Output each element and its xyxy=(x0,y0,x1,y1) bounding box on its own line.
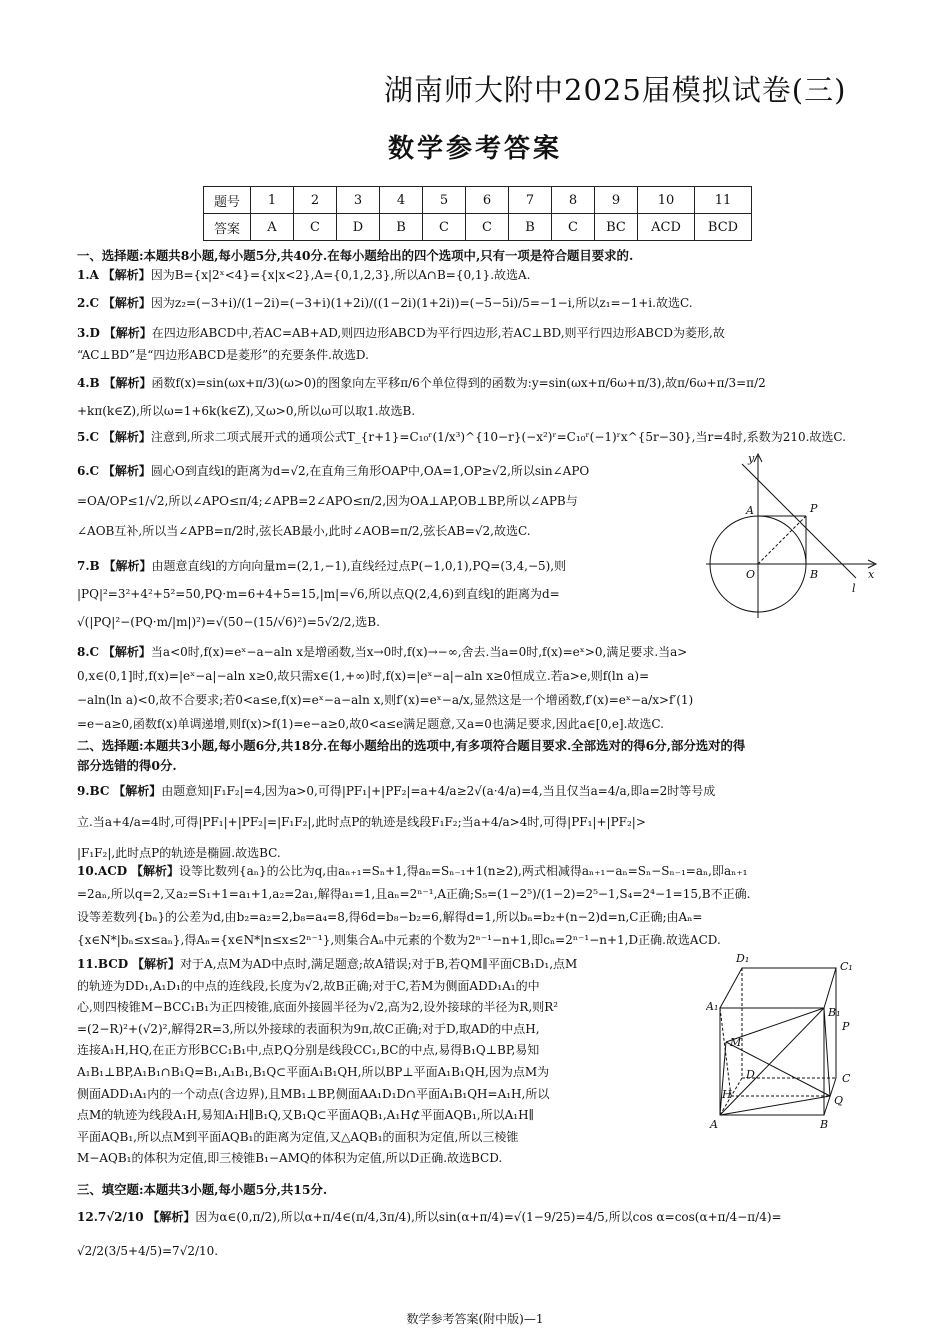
analysis-tag: 【解析】 xyxy=(102,645,151,659)
table-cell: C xyxy=(466,214,509,241)
table-cell: A xyxy=(251,214,294,241)
question-2 xyxy=(77,292,693,314)
answer-line: 侧面ADD₁A₁内的一个动点(含边界),且MB₁⊥BP,侧面AA₁D₁D∩平面A₁B₁QH=A₁H,所以 xyxy=(77,1086,550,1101)
analysis-tag: 【解析】 xyxy=(102,464,151,478)
page-footer: 数学参考答案(附中版)—1 xyxy=(406,1312,544,1326)
analysis-tag: 【解析】 xyxy=(147,1210,196,1224)
section-heading-2: 二、选择题:本题共3小题,每小题6分,共18分.在每小题给出的选项中,有多项符合题目要求.全部选对的得6分,部分选对的得 xyxy=(77,738,746,753)
answer-line: +kπ(k∈Z),所以ω=1+6k(k∈Z),又ω>0,所以ω可以取1.故选B. xyxy=(77,404,416,418)
answer-line: =e−a≥0,函数f(x)单调递增,则f(x)>f(1)=e−a≥0,故0<a≤e满足题意,又a=0也满足要求,因此a∈[0,e].故选C. xyxy=(77,717,665,731)
label-A1: A₁ xyxy=(706,1000,719,1013)
question-5 xyxy=(77,426,846,448)
answer-line: “AC⊥BD”是“四边形ABCD是菱形”的充要条件.故选D. xyxy=(77,348,369,362)
label-A: A xyxy=(710,1118,718,1130)
answer-line: 0,x∈(0,1]时,f(x)=|eˣ−a|−aln x≥0,故只需x∈(1,+∞)时,f(x)=|eˣ−a|−aln x≥0恒成立.若a>e,则f(ln a)= xyxy=(77,669,650,683)
table-cell: 6 xyxy=(466,187,509,214)
answer-line: 因为z₂=(−3+i)/(1−2i)=(−3+i)(1+2i)/((1−2i)(1+2i))=(−5−5i)/5=−1−i,所以z₁=−1+i.故选C. xyxy=(150,296,693,310)
answer-line: 的轨迹为DD₁,A₁D₁的中点的连线段,长度为√2,故B正确;对于C,若M为侧面ADD₁A₁的中 xyxy=(77,978,540,993)
label-D: D xyxy=(746,1068,755,1081)
answer-table-row-numbers xyxy=(204,187,752,214)
answer-line: 由题意直线l的方向向量m=(2,1,−1),直线经过点P(−1,0,1),PQ=(3,4,−5),则 xyxy=(151,559,567,573)
answer-line: 对于A,点M为AD中点时,满足题意;故A错误;对于B,若QM∥平面CB₁D₁,点M xyxy=(180,957,578,971)
question-number: 10.ACD xyxy=(77,864,128,878)
segment-op xyxy=(758,516,806,564)
question-8 xyxy=(77,640,693,736)
analysis-tag: 【解析】 xyxy=(103,376,152,390)
table-cell: C xyxy=(423,214,466,241)
label-B: B xyxy=(820,1118,829,1130)
answer-table xyxy=(203,186,752,241)
document-title: 数学参考答案 xyxy=(387,134,562,164)
table-cell: 1 xyxy=(251,187,294,214)
table-cell: 8 xyxy=(552,187,595,214)
label-x: x xyxy=(868,568,875,581)
question-12 xyxy=(77,1200,782,1268)
answer-line: 当a<0时,f(x)=eˣ−a−aln x是增函数,当x→0时,f(x)→−∞,舍去.当a=0时,f(x)=eˣ>0,满足要求.当a> xyxy=(150,645,688,659)
answer-line: =(2−R)²+(√2)²,解得2R=3,所以外接球的表面积为9π,故C正确;对于D,取AD的中点H, xyxy=(77,1021,540,1036)
table-row-label: 题号 xyxy=(204,187,251,214)
label-M: M xyxy=(730,1036,742,1049)
label-P: P xyxy=(842,1020,850,1033)
answer-line: 因为α∈(0,π/2),所以α+π/4∈(π/4,3π/4),所以sin(α+π/4)=√(1−9/25)=4/5,所以cos α=cos(α+π/4−π/4)= xyxy=(195,1210,782,1224)
table-cell: 5 xyxy=(423,187,466,214)
question-7 xyxy=(77,552,566,636)
label-A: A xyxy=(746,504,754,517)
answer-line: |PQ|²=3²+4²+5²=50,PQ·m=6+4+5=15,|m|=√6,所以点Q(2,4,6)到直线l的距离为d= xyxy=(77,587,560,601)
label-D1: D₁ xyxy=(736,952,750,965)
answer-line: √(|PQ|²−(PQ·m/|m|)²)=√(50−(15/√6)²)=5√2/2,选B. xyxy=(77,615,380,629)
header-title: 湖南师大附中2025届模拟试卷(三) xyxy=(384,73,847,107)
answer-line: =2aₙ,所以q=2,又a₂=S₁+1=a₁+1,a₂=2a₁,解得a₁=1,且aₙ=2ⁿ⁻¹,A正确;S₅=(1−2⁵)/(1−2)=2⁵−1,S₄=2⁴−1=15,B不正确. xyxy=(77,887,751,901)
table-cell: ACD xyxy=(638,214,695,241)
question-number: 1.A xyxy=(77,268,99,282)
question-1 xyxy=(77,264,531,286)
answer-line: 心,则四棱锥M−BCC₁B₁为正四棱锥,底面外接圆半径为√2,高为2,设外接球的半径为R,则R² xyxy=(77,1000,559,1015)
question-number: 12.7√2/10 xyxy=(77,1210,144,1224)
answer-line: {x∈N*|bₙ≤x≤aₙ},得Aₙ={x∈N*|n≤x≤2ⁿ⁻¹},则集合Aₙ中元素的个数为2ⁿ⁻¹−n+1,即cₙ=2ⁿ⁻¹−n+1,D正确.故选ACD. xyxy=(77,933,721,947)
question-number: 4.B xyxy=(77,376,100,390)
answer-line: 注意到,所求二项式展开式的通项公式T_{r+1}=C₁₀ʳ(1/x³)^{10−r}(−x²)ʳ=C₁₀ʳ(−1)ʳx^{5r−30},当r=4时,系数为210.故选C. xyxy=(150,430,846,444)
question-3 xyxy=(77,322,725,366)
table-row-label: 答案 xyxy=(204,214,251,241)
label-l: l xyxy=(852,582,856,595)
question-9 xyxy=(77,776,715,869)
table-cell: BCD xyxy=(695,214,752,241)
table-cell: 11 xyxy=(695,187,752,214)
segment-aq xyxy=(720,1096,830,1115)
answer-line: M−AQB₁的体积为定值,即三棱锥B₁−AMQ的体积为定值,所以D正确.故选BCD. xyxy=(77,1151,503,1166)
answer-line: ∠AOB互补,所以当∠APB=π/2时,弦长AB最小,此时∠AOB=π/2,弦长AB=√2,故选C. xyxy=(77,524,531,538)
section-heading-1: 一、选择题:本题共8小题,每小题5分,共40分.在每小题给出的四个选项中,只有一项是符合题目要求的. xyxy=(77,248,634,263)
analysis-tag: 【解析】 xyxy=(103,326,152,340)
analysis-tag: 【解析】 xyxy=(102,296,151,310)
table-cell: C xyxy=(294,214,337,241)
segment-ab1 xyxy=(720,1008,824,1115)
line-l xyxy=(742,464,856,578)
label-C: C xyxy=(842,1072,851,1085)
question-number: 5.C xyxy=(77,430,100,444)
analysis-tag: 【解析】 xyxy=(103,559,152,573)
label-O: O xyxy=(746,568,756,581)
question-number: 3.D xyxy=(77,326,100,340)
answer-line: −aln(ln a)<0,故不合要求;若0<a≤e,f(x)=eˣ−a−aln x,则f′(x)=eˣ−a/x,显然这是一个增函数,f′(x)=eˣ−a/x>f′(1) xyxy=(77,693,694,707)
label-B1: B₁ xyxy=(828,1006,841,1019)
answer-line: =OA/OP≤1/√2,所以∠APO≤π/4;∠APB=2∠APO≤π/2,因为OA⊥AP,OB⊥BP,所以∠APB与 xyxy=(77,494,578,508)
question-number: 7.B xyxy=(77,559,100,573)
answer-line: 连接A₁H,HQ,在正方形BCC₁B₁中,点P,Q分别是线段CC₁,BC的中点,易得B₁Q⊥BP,易知 xyxy=(77,1043,540,1058)
answer-line: 点M的轨迹为线段A₁H,易知A₁H∥B₁Q,又B₁Q⊂平面AQB₁,A₁H⊄平面AQB₁,所以A₁H∥ xyxy=(77,1108,535,1123)
label-Q: Q xyxy=(834,1094,844,1107)
figure-circle-tangent xyxy=(702,450,882,630)
question-number: 6.C xyxy=(77,464,100,478)
analysis-tag: 【解析】 xyxy=(102,430,151,444)
segment-ma xyxy=(720,1042,726,1115)
table-cell: B xyxy=(380,214,423,241)
table-cell: 9 xyxy=(595,187,638,214)
table-cell: B xyxy=(509,214,552,241)
table-cell: D xyxy=(337,214,380,241)
question-number: 9.BC xyxy=(77,784,110,798)
table-cell: 2 xyxy=(294,187,337,214)
question-number: 11.BCD xyxy=(77,957,129,971)
question-number: 8.C xyxy=(77,645,100,659)
answer-line: |F₁F₂|,此时点P的轨迹是椭圆.故选BC. xyxy=(77,846,281,860)
answer-line: 由题意知|F₁F₂|=4,因为a>0,可得|PF₁|+|PF₂|=a+4/a≥2√(a·4/a)=4,当且仅当a=4/a,即a=2时等号成 xyxy=(161,784,716,798)
question-number: 2.C xyxy=(77,296,100,310)
answer-line: 函数f(x)=sin(ωx+π/3)(ω>0)的图象向左平移π/6个单位得到的函数为:y=sin(ωx+π/6ω+π/3),故π/6ω+π/3=π/2 xyxy=(151,376,766,390)
analysis-tag: 【解析】 xyxy=(130,864,179,878)
analysis-tag: 【解析】 xyxy=(132,957,181,971)
question-4 xyxy=(77,372,766,422)
table-cell: 7 xyxy=(509,187,552,214)
label-C1: C₁ xyxy=(840,960,853,973)
section-heading-3: 三、填空题:本题共3小题,每小题5分,共15分. xyxy=(77,1182,328,1197)
label-B: B xyxy=(810,568,819,581)
figure-cube xyxy=(706,950,876,1130)
analysis-tag: 【解析】 xyxy=(102,268,151,282)
answer-line: A₁B₁⊥BP,A₁B₁∩B₁Q=B₁,A₁B₁,B₁Q⊂平面A₁B₁QH,所以BP⊥平面A₁B₁QH,因为点M为 xyxy=(77,1064,550,1079)
answer-line: 因为B={x|2ˣ<4}={x|x<2},A={0,1,2,3},所以A∩B={0,1}.故选A. xyxy=(150,268,531,282)
question-6 xyxy=(77,456,589,546)
table-cell: BC xyxy=(595,214,638,241)
label-P: P xyxy=(810,502,818,515)
answer-line: 在四边形ABCD中,若AC=AB+AD,则四边形ABCD为平行四边形,若AC⊥BD,则平行四边形ABCD为菱形,故 xyxy=(151,326,725,340)
answer-line: √2/2(3/5+4/5)=7√2/10. xyxy=(77,1244,219,1258)
segment-b1q xyxy=(824,1008,830,1096)
answer-table-row-answers xyxy=(204,214,752,241)
label-y: y xyxy=(748,452,755,465)
cube-top-face xyxy=(720,968,836,1008)
analysis-tag: 【解析】 xyxy=(113,784,162,798)
table-cell: 3 xyxy=(337,187,380,214)
section-heading-2-cont: 部分选错的得0分. xyxy=(77,758,177,773)
answer-line: 立.当a+4/a=4时,可得|PF₁|+|PF₂|=|F₁F₂|,此时点P的轨迹是线段F₁F₂;当a+4/a>4时,可得|PF₁|+|PF₂|> xyxy=(77,815,646,829)
table-cell: C xyxy=(552,214,595,241)
answer-line: 平面AQB₁,所以点M到平面AQB₁的距离为定值,又△AQB₁的面积为定值,所以三棱锥 xyxy=(77,1129,519,1144)
label-H: H xyxy=(722,1088,732,1101)
question-10 xyxy=(77,860,750,952)
answer-line: 设等比数列{aₙ}的公比为q,由aₙ₊₁=Sₙ+1,得aₙ=Sₙ₋₁+1(n≥2),两式相减得aₙ₊₁−aₙ=Sₙ−Sₙ₋₁=aₙ,即aₙ₊₁ xyxy=(179,864,748,878)
table-cell: 4 xyxy=(380,187,423,214)
answer-line: 圆心O到直线l的距离为d=√2,在直角三角形OAP中,OA=1,OP≥√2,所以sin∠APO xyxy=(150,464,590,478)
answer-line: 设等差数列{bₙ}的公差为d,由b₂=a₂=2,b₈=a₄=8,得6d=b₈−b₂=6,解得d=1,所以bₙ=b₂+(n−2)d=n,C正确;由Aₙ= xyxy=(77,910,703,924)
question-11 xyxy=(77,954,577,1170)
table-cell: 10 xyxy=(638,187,695,214)
